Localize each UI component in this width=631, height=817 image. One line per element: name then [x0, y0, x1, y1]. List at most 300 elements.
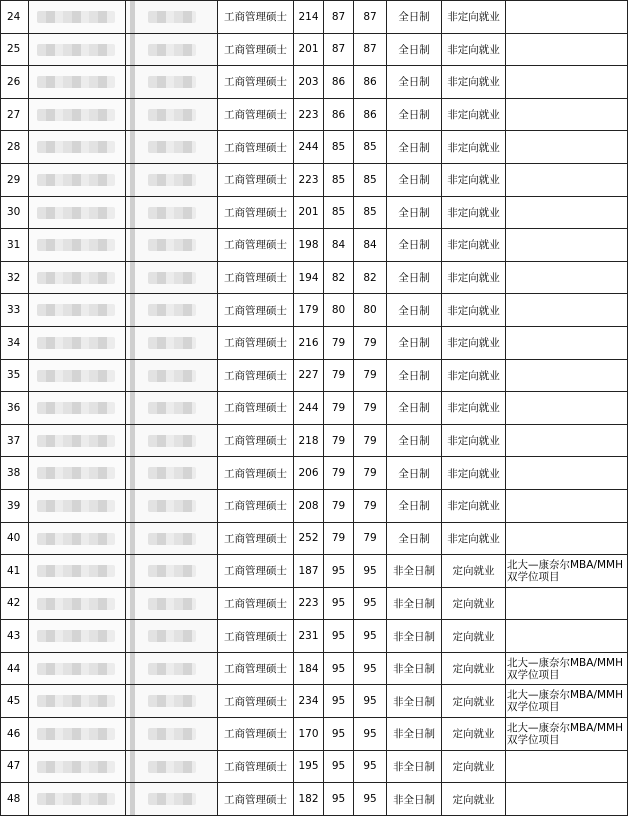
redaction-mosaic	[148, 663, 196, 675]
table-row	[1, 457, 628, 490]
note-cell	[506, 98, 628, 131]
redacted-name-cell	[29, 685, 126, 718]
major-cell: 工商管理硕士	[218, 783, 294, 816]
redacted-name-cell	[29, 783, 126, 816]
score-b-cell: 86	[354, 98, 387, 131]
row-index-cell: 42	[1, 587, 29, 620]
redacted-name-cell	[29, 326, 126, 359]
score-b-cell: 95	[354, 718, 387, 751]
redaction-mosaic	[148, 533, 196, 545]
total-score-cell: 208	[294, 489, 324, 522]
major-cell: 工商管理硕士	[218, 33, 294, 66]
note-cell	[506, 294, 628, 327]
score-b-cell: 95	[354, 620, 387, 653]
redaction-mosaic	[37, 44, 115, 56]
employment-type-cell: 非定向就业	[442, 392, 506, 425]
redaction-stripe	[130, 294, 135, 326]
note-cell	[506, 196, 628, 229]
total-score-cell: 244	[294, 392, 324, 425]
employment-type-cell: 非定向就业	[442, 98, 506, 131]
redacted-name-cell	[29, 98, 126, 131]
redaction-stripe	[130, 99, 135, 131]
redaction-stripe	[130, 783, 135, 815]
score-a-cell: 95	[324, 718, 354, 751]
redacted-id-cell	[126, 620, 218, 653]
redacted-id-cell	[126, 66, 218, 99]
redaction-mosaic	[37, 207, 115, 219]
redaction-stripe	[130, 685, 135, 717]
note-cell	[506, 261, 628, 294]
redaction-stripe	[130, 1, 135, 33]
table-row	[1, 522, 628, 555]
redacted-name-cell	[29, 587, 126, 620]
score-b-cell: 95	[354, 783, 387, 816]
row-index-cell: 33	[1, 294, 29, 327]
study-mode-cell: 全日制	[387, 392, 442, 425]
redacted-name-cell	[29, 1, 126, 34]
redaction-mosaic	[148, 500, 196, 512]
score-a-cell: 79	[324, 359, 354, 392]
redacted-name-cell	[29, 555, 126, 588]
table-row	[1, 750, 628, 783]
redaction-mosaic	[37, 435, 115, 447]
score-b-cell: 85	[354, 163, 387, 196]
redacted-name-cell	[29, 457, 126, 490]
major-cell: 工商管理硕士	[218, 652, 294, 685]
score-a-cell: 87	[324, 1, 354, 34]
study-mode-cell: 非全日制	[387, 685, 442, 718]
total-score-cell: 252	[294, 522, 324, 555]
employment-type-cell: 非定向就业	[442, 33, 506, 66]
redaction-mosaic	[148, 44, 196, 56]
score-a-cell: 95	[324, 652, 354, 685]
study-mode-cell: 全日制	[387, 131, 442, 164]
note-cell	[506, 66, 628, 99]
redaction-mosaic	[148, 141, 196, 153]
row-index-cell: 32	[1, 261, 29, 294]
major-cell: 工商管理硕士	[218, 294, 294, 327]
major-cell: 工商管理硕士	[218, 457, 294, 490]
study-mode-cell: 非全日制	[387, 718, 442, 751]
redacted-name-cell	[29, 131, 126, 164]
major-cell: 工商管理硕士	[218, 66, 294, 99]
score-b-cell: 79	[354, 424, 387, 457]
major-cell: 工商管理硕士	[218, 424, 294, 457]
redacted-id-cell	[126, 424, 218, 457]
row-index-cell: 34	[1, 326, 29, 359]
total-score-cell: 184	[294, 652, 324, 685]
redacted-name-cell	[29, 750, 126, 783]
row-index-cell: 45	[1, 685, 29, 718]
score-a-cell: 95	[324, 587, 354, 620]
row-index-cell: 43	[1, 620, 29, 653]
redacted-name-cell	[29, 718, 126, 751]
table-row	[1, 392, 628, 425]
major-cell: 工商管理硕士	[218, 98, 294, 131]
major-cell: 工商管理硕士	[218, 489, 294, 522]
total-score-cell: 201	[294, 33, 324, 66]
score-b-cell: 84	[354, 229, 387, 262]
score-a-cell: 85	[324, 196, 354, 229]
note-cell	[506, 424, 628, 457]
total-score-cell: 223	[294, 98, 324, 131]
employment-type-cell: 非定向就业	[442, 457, 506, 490]
employment-type-cell: 非定向就业	[442, 131, 506, 164]
redacted-id-cell	[126, 587, 218, 620]
redacted-id-cell	[126, 326, 218, 359]
major-cell: 工商管理硕士	[218, 555, 294, 588]
study-mode-cell: 非全日制	[387, 555, 442, 588]
table-row	[1, 424, 628, 457]
study-mode-cell: 全日制	[387, 1, 442, 34]
total-score-cell: 194	[294, 261, 324, 294]
employment-type-cell: 非定向就业	[442, 522, 506, 555]
score-b-cell: 80	[354, 294, 387, 327]
total-score-cell: 227	[294, 359, 324, 392]
note-cell: 北大—康奈尔MBA/MMH双学位项目	[506, 652, 628, 685]
row-index-cell: 25	[1, 33, 29, 66]
row-index-cell: 40	[1, 522, 29, 555]
row-index-cell: 37	[1, 424, 29, 457]
study-mode-cell: 全日制	[387, 326, 442, 359]
redacted-name-cell	[29, 392, 126, 425]
redacted-id-cell	[126, 294, 218, 327]
redaction-mosaic	[148, 304, 196, 316]
redacted-id-cell	[126, 163, 218, 196]
total-score-cell: 216	[294, 326, 324, 359]
redaction-mosaic	[37, 11, 115, 23]
redaction-stripe	[130, 327, 135, 359]
redaction-mosaic	[148, 239, 196, 251]
total-score-cell: 244	[294, 131, 324, 164]
score-b-cell: 95	[354, 750, 387, 783]
major-cell: 工商管理硕士	[218, 750, 294, 783]
total-score-cell: 182	[294, 783, 324, 816]
score-b-cell: 95	[354, 685, 387, 718]
study-mode-cell: 全日制	[387, 229, 442, 262]
score-a-cell: 95	[324, 783, 354, 816]
major-cell: 工商管理硕士	[218, 261, 294, 294]
score-b-cell: 79	[354, 457, 387, 490]
redacted-id-cell	[126, 196, 218, 229]
redacted-id-cell	[126, 98, 218, 131]
employment-type-cell: 非定向就业	[442, 229, 506, 262]
redaction-mosaic	[37, 695, 115, 707]
redaction-mosaic	[148, 207, 196, 219]
redacted-name-cell	[29, 294, 126, 327]
redaction-mosaic	[148, 728, 196, 740]
redacted-name-cell	[29, 489, 126, 522]
row-index-cell: 39	[1, 489, 29, 522]
study-mode-cell: 全日制	[387, 261, 442, 294]
redaction-mosaic	[37, 467, 115, 479]
redacted-id-cell	[126, 229, 218, 262]
study-mode-cell: 全日制	[387, 66, 442, 99]
redacted-id-cell	[126, 685, 218, 718]
table-row	[1, 131, 628, 164]
total-score-cell: 223	[294, 163, 324, 196]
redaction-mosaic	[148, 174, 196, 186]
table-row	[1, 587, 628, 620]
redaction-stripe	[130, 392, 135, 424]
row-index-cell: 44	[1, 652, 29, 685]
redaction-mosaic	[37, 598, 115, 610]
study-mode-cell: 全日制	[387, 457, 442, 490]
study-mode-cell: 全日制	[387, 424, 442, 457]
table-row	[1, 783, 628, 816]
total-score-cell: 198	[294, 229, 324, 262]
row-index-cell: 31	[1, 229, 29, 262]
redaction-stripe	[130, 588, 135, 620]
note-cell	[506, 1, 628, 34]
row-index-cell: 29	[1, 163, 29, 196]
table-row	[1, 555, 628, 588]
redaction-mosaic	[148, 565, 196, 577]
total-score-cell: 206	[294, 457, 324, 490]
redaction-mosaic	[148, 630, 196, 642]
study-mode-cell: 全日制	[387, 489, 442, 522]
note-cell: 北大—康奈尔MBA/MMH双学位项目	[506, 718, 628, 751]
score-a-cell: 87	[324, 33, 354, 66]
score-b-cell: 85	[354, 131, 387, 164]
redaction-mosaic	[37, 370, 115, 382]
redaction-mosaic	[148, 761, 196, 773]
total-score-cell: 231	[294, 620, 324, 653]
table-row	[1, 620, 628, 653]
redaction-stripe	[130, 425, 135, 457]
redacted-id-cell	[126, 131, 218, 164]
score-a-cell: 82	[324, 261, 354, 294]
table-row	[1, 652, 628, 685]
row-index-cell: 27	[1, 98, 29, 131]
study-mode-cell: 全日制	[387, 98, 442, 131]
total-score-cell: 179	[294, 294, 324, 327]
study-mode-cell: 全日制	[387, 33, 442, 66]
study-mode-cell: 非全日制	[387, 750, 442, 783]
redaction-stripe	[130, 620, 135, 652]
study-mode-cell: 全日制	[387, 294, 442, 327]
note-cell	[506, 489, 628, 522]
redacted-id-cell	[126, 261, 218, 294]
redaction-mosaic	[37, 141, 115, 153]
table-row	[1, 196, 628, 229]
score-b-cell: 85	[354, 196, 387, 229]
redaction-mosaic	[148, 272, 196, 284]
employment-type-cell: 非定向就业	[442, 261, 506, 294]
redacted-id-cell	[126, 33, 218, 66]
total-score-cell: 214	[294, 1, 324, 34]
redaction-stripe	[130, 131, 135, 163]
study-mode-cell: 全日制	[387, 359, 442, 392]
study-mode-cell: 全日制	[387, 522, 442, 555]
redacted-id-cell	[126, 750, 218, 783]
redaction-mosaic	[148, 793, 196, 805]
redaction-mosaic	[37, 239, 115, 251]
redaction-mosaic	[148, 695, 196, 707]
row-index-cell: 48	[1, 783, 29, 816]
row-index-cell: 41	[1, 555, 29, 588]
redaction-mosaic	[37, 761, 115, 773]
score-a-cell: 79	[324, 326, 354, 359]
major-cell: 工商管理硕士	[218, 587, 294, 620]
employment-type-cell: 非定向就业	[442, 489, 506, 522]
redaction-mosaic	[37, 402, 115, 414]
employment-type-cell: 非定向就业	[442, 359, 506, 392]
major-cell: 工商管理硕士	[218, 522, 294, 555]
redaction-mosaic	[37, 174, 115, 186]
redaction-stripe	[130, 751, 135, 783]
redacted-id-cell	[126, 555, 218, 588]
row-index-cell: 26	[1, 66, 29, 99]
redacted-id-cell	[126, 392, 218, 425]
score-a-cell: 85	[324, 131, 354, 164]
table-row	[1, 489, 628, 522]
table-row	[1, 66, 628, 99]
major-cell: 工商管理硕士	[218, 718, 294, 751]
score-a-cell: 86	[324, 98, 354, 131]
row-index-cell: 30	[1, 196, 29, 229]
redaction-mosaic	[37, 533, 115, 545]
employment-type-cell: 非定向就业	[442, 424, 506, 457]
major-cell: 工商管理硕士	[218, 229, 294, 262]
major-cell: 工商管理硕士	[218, 131, 294, 164]
row-index-cell: 46	[1, 718, 29, 751]
employment-type-cell: 非定向就业	[442, 1, 506, 34]
score-a-cell: 95	[324, 620, 354, 653]
score-b-cell: 79	[354, 359, 387, 392]
employment-type-cell: 非定向就业	[442, 294, 506, 327]
note-cell	[506, 457, 628, 490]
redacted-name-cell	[29, 652, 126, 685]
major-cell: 工商管理硕士	[218, 685, 294, 718]
redaction-stripe	[130, 229, 135, 261]
redaction-stripe	[130, 490, 135, 522]
row-index-cell: 47	[1, 750, 29, 783]
redaction-mosaic	[148, 435, 196, 447]
row-index-cell: 28	[1, 131, 29, 164]
redaction-mosaic	[37, 304, 115, 316]
redacted-name-cell	[29, 261, 126, 294]
redacted-id-cell	[126, 489, 218, 522]
score-b-cell: 82	[354, 261, 387, 294]
score-b-cell: 87	[354, 33, 387, 66]
redaction-stripe	[130, 360, 135, 392]
redaction-stripe	[130, 555, 135, 587]
redaction-mosaic	[148, 337, 196, 349]
total-score-cell: 234	[294, 685, 324, 718]
study-mode-cell: 非全日制	[387, 587, 442, 620]
row-index-cell: 36	[1, 392, 29, 425]
employment-type-cell: 非定向就业	[442, 66, 506, 99]
row-index-cell: 38	[1, 457, 29, 490]
redaction-stripe	[130, 262, 135, 294]
redacted-id-cell	[126, 522, 218, 555]
study-mode-cell: 全日制	[387, 163, 442, 196]
score-a-cell: 95	[324, 685, 354, 718]
table-row	[1, 326, 628, 359]
table-row	[1, 718, 628, 751]
score-a-cell: 79	[324, 489, 354, 522]
table-row	[1, 229, 628, 262]
redaction-stripe	[130, 34, 135, 66]
study-mode-cell: 非全日制	[387, 783, 442, 816]
employment-type-cell: 定向就业	[442, 555, 506, 588]
note-cell	[506, 587, 628, 620]
major-cell: 工商管理硕士	[218, 620, 294, 653]
redaction-mosaic	[148, 467, 196, 479]
employment-type-cell: 定向就业	[442, 685, 506, 718]
score-a-cell: 79	[324, 457, 354, 490]
employment-type-cell: 非定向就业	[442, 196, 506, 229]
table-row	[1, 163, 628, 196]
major-cell: 工商管理硕士	[218, 196, 294, 229]
redaction-stripe	[130, 66, 135, 98]
table-row	[1, 98, 628, 131]
total-score-cell: 170	[294, 718, 324, 751]
note-cell	[506, 229, 628, 262]
table-row	[1, 294, 628, 327]
redaction-stripe	[130, 164, 135, 196]
note-cell: 北大—康奈尔MBA/MMH双学位项目	[506, 685, 628, 718]
note-cell	[506, 783, 628, 816]
employment-type-cell: 定向就业	[442, 620, 506, 653]
redacted-id-cell	[126, 457, 218, 490]
row-index-cell: 24	[1, 1, 29, 34]
table-row	[1, 359, 628, 392]
total-score-cell: 218	[294, 424, 324, 457]
study-mode-cell: 全日制	[387, 196, 442, 229]
redaction-mosaic	[37, 109, 115, 121]
redaction-stripe	[130, 718, 135, 750]
employment-type-cell: 定向就业	[442, 718, 506, 751]
redacted-name-cell	[29, 522, 126, 555]
redaction-mosaic	[37, 663, 115, 675]
score-a-cell: 85	[324, 163, 354, 196]
total-score-cell: 223	[294, 587, 324, 620]
redacted-name-cell	[29, 620, 126, 653]
redacted-id-cell	[126, 1, 218, 34]
redaction-mosaic	[37, 565, 115, 577]
employment-type-cell: 定向就业	[442, 750, 506, 783]
score-a-cell: 86	[324, 66, 354, 99]
score-a-cell: 79	[324, 424, 354, 457]
redaction-mosaic	[148, 11, 196, 23]
score-b-cell: 79	[354, 489, 387, 522]
note-cell	[506, 326, 628, 359]
score-b-cell: 95	[354, 652, 387, 685]
score-a-cell: 84	[324, 229, 354, 262]
note-cell	[506, 392, 628, 425]
table-row	[1, 33, 628, 66]
redaction-mosaic	[37, 76, 115, 88]
redacted-id-cell	[126, 652, 218, 685]
redacted-name-cell	[29, 66, 126, 99]
score-b-cell: 95	[354, 555, 387, 588]
redaction-mosaic	[37, 728, 115, 740]
employment-type-cell: 非定向就业	[442, 163, 506, 196]
employment-type-cell: 定向就业	[442, 652, 506, 685]
total-score-cell: 187	[294, 555, 324, 588]
major-cell: 工商管理硕士	[218, 326, 294, 359]
note-cell	[506, 33, 628, 66]
redaction-mosaic	[37, 793, 115, 805]
redacted-name-cell	[29, 424, 126, 457]
total-score-cell: 195	[294, 750, 324, 783]
redaction-mosaic	[37, 630, 115, 642]
total-score-cell: 201	[294, 196, 324, 229]
row-index-cell: 35	[1, 359, 29, 392]
employment-type-cell: 非定向就业	[442, 326, 506, 359]
